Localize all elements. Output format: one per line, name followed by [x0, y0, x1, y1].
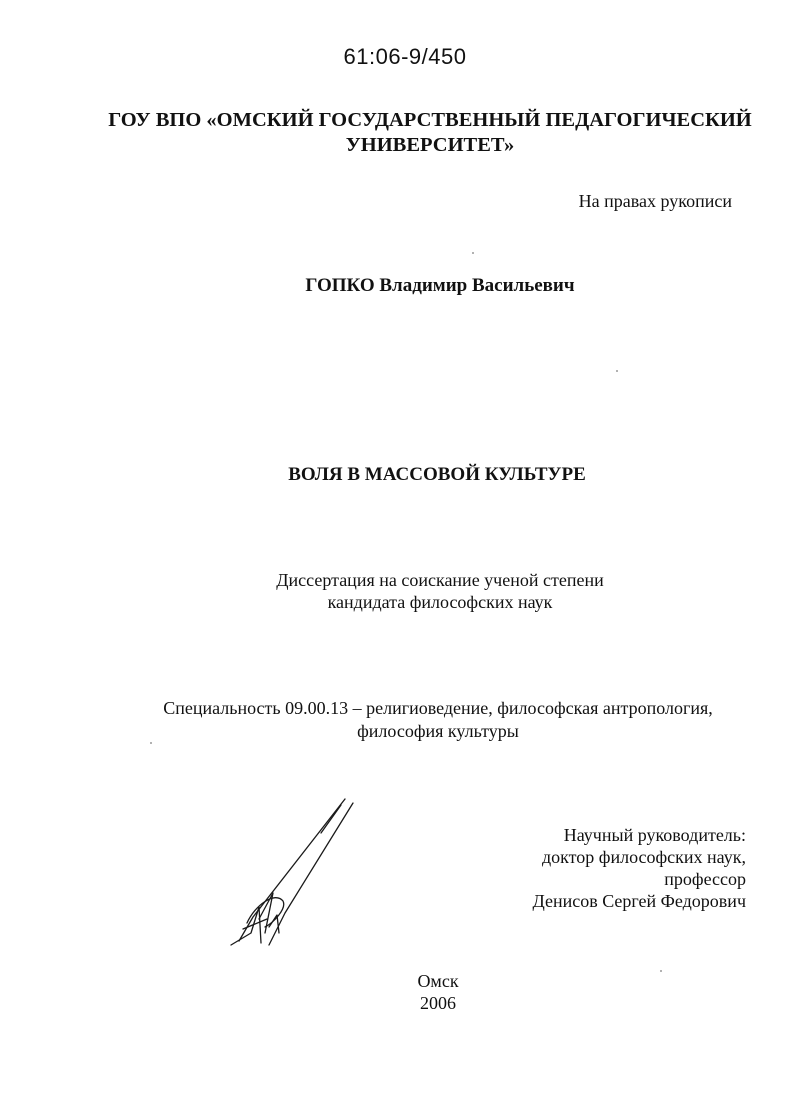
scan-speck — [616, 370, 618, 372]
dissertation-degree — [0, 569, 794, 613]
dissertation-title: ВОЛЯ В МАССОВОЙ КУЛЬТУРЕ — [288, 464, 586, 485]
year: 2006 — [420, 993, 456, 1013]
archive-stamp-number — [0, 44, 794, 70]
institution-name — [60, 108, 794, 158]
institution-line-1: ГОУ ВПО «ОМСКИЙ ГОСУДАРСТВЕННЫЙ ПЕДАГОГИЧЕСКИЙ — [108, 109, 752, 131]
stamp-number-text: 61:06-9/450 — [343, 44, 467, 69]
supervisor-rank: профессор — [664, 869, 746, 889]
handwritten-signature — [225, 795, 365, 955]
scientific-supervisor — [532, 824, 746, 912]
place-and-year — [0, 970, 794, 1014]
supervisor-label: Научный руководитель: — [563, 825, 746, 845]
specialty — [0, 697, 794, 743]
author-name: ГОПКО Владимир Васильевич — [305, 275, 575, 296]
scan-speck — [150, 742, 152, 744]
institution-line-2: УНИВЕРСИТЕТ» — [345, 134, 515, 156]
degree-line-1: Диссертация на соискание ученой степени — [276, 570, 604, 590]
degree-line-2: кандидата философских наук — [327, 592, 553, 612]
supervisor-name: Денисов Сергей Федорович — [532, 891, 746, 911]
manuscript-rights-note: На правах рукописи — [578, 191, 732, 211]
specialty-line-2: философия культуры — [357, 721, 519, 741]
specialty-line-1: Специальность 09.00.13 – религиоведение, философская антропология, — [163, 698, 713, 718]
supervisor-degree: доктор философских наук, — [542, 847, 746, 867]
city: Омск — [417, 971, 459, 991]
scan-speck — [660, 970, 662, 972]
scan-speck — [472, 252, 474, 254]
